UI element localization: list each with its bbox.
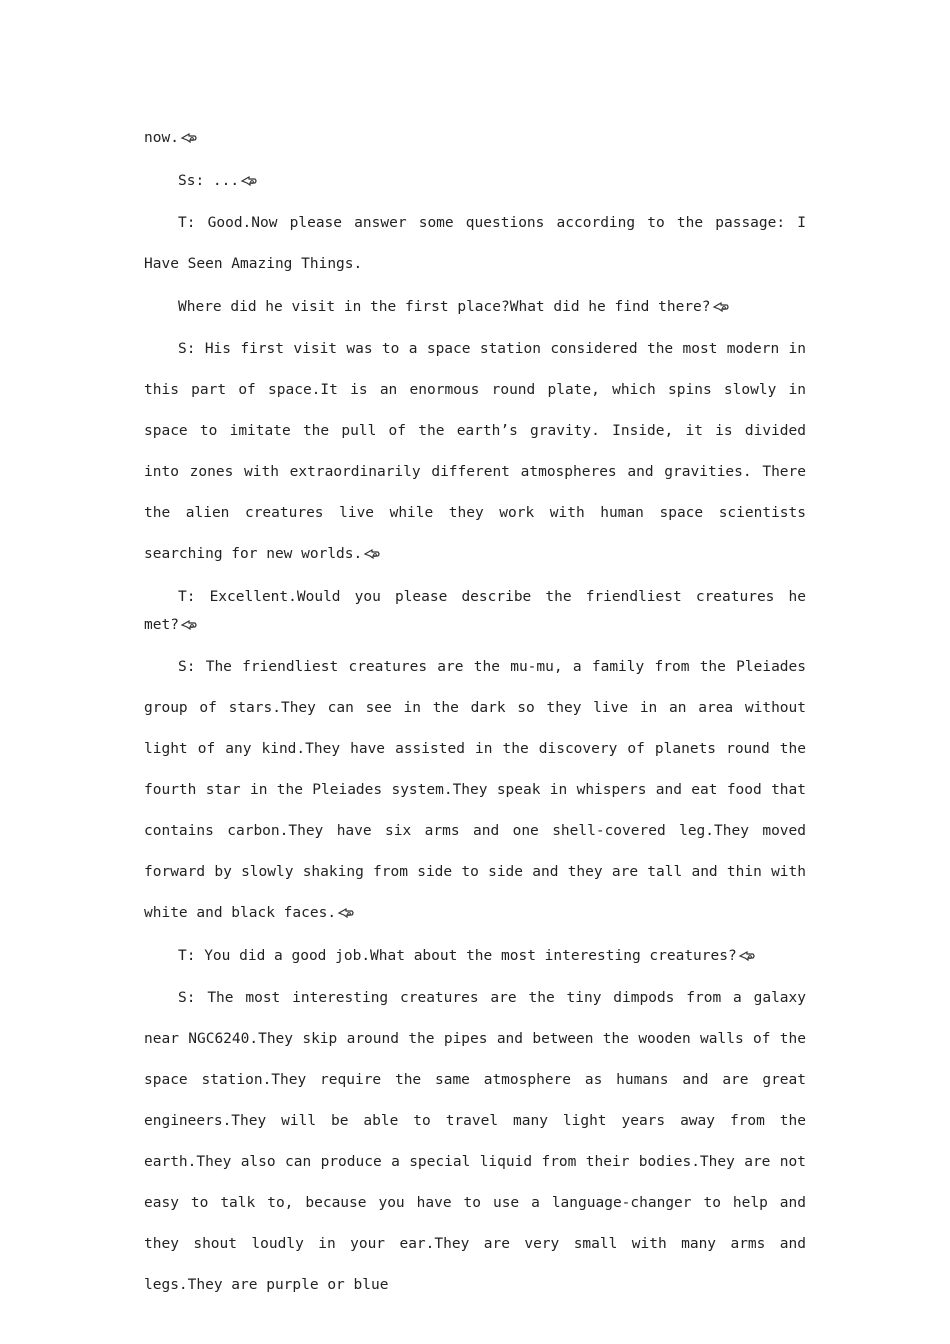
paragraph-return-icon [180,132,198,144]
paragraph-5 [144,329,806,575]
paragraph-2 [144,167,806,195]
paragraph-8 [144,942,806,970]
paragraph-text: T: You did a good job.What about the most interesting creatures? [178,948,737,964]
paragraph-return-icon [337,907,355,919]
paragraph-1 [144,118,806,159]
document-body [144,118,806,1314]
paragraph-text: S: The most interesting creatures are the tiny dimpods from a galaxy near NGC6240.They skip around the pipes and between the wooden walls of the space station.They require the same atmosphere as humans and are great engineers.They will be able to travel many light years away from the earth.They also can produce a special liquid from their bodies.They are not easy to talk to, because you have to use a language-changer to help and they shout loudly in your ear.They are very small with many arms and legs.They are purple or blue [144,990,806,1293]
paragraph-text: T: Excellent.Would you please describe the friendliest creatures he met? [144,589,806,633]
paragraph-return-icon [738,950,756,962]
paragraph-text: now. [144,130,179,146]
paragraph-text: Ss: ... [178,173,240,189]
paragraph-text: T: Good.Now please answer some questions according to the passage: I Have Seen Amazing Things. [144,215,806,272]
paragraph-return-icon [240,175,258,187]
paragraph-return-icon [363,548,381,560]
paragraph-6 [144,583,806,639]
paragraph-return-icon [180,619,198,631]
paragraph-text: Where did he visit in the first place?What did he find there? [178,299,711,315]
paragraph-text: S: The friendliest creatures are the mu-mu, a family from the Pleiades group of stars.They can see in the dark so they live in an area without light of any kind.They have assisted in the discovery of planets round the fourth star in the Pleiades system.They speak in whispers and eat food that contains carbon.They have six arms and one shell-covered leg.They moved forward by slowly shaking from side to side and they are tall and thin with white and black faces. [144,659,806,921]
paragraph-9 [144,978,806,1306]
paragraph-text: S: His first visit was to a space station considered the most modern in this part of space.It is an enormous round plate, which spins slowly in space to imitate the pull of the earth’s gravity. Inside, it is divided into zones with extraordinarily different atmospheres and gravities. There the alien creatures live while they work with human space scientists searching for new worlds. [144,341,806,562]
paragraph-3 [144,203,806,285]
paragraph-7 [144,647,806,934]
paragraph-4 [144,293,806,321]
paragraph-return-icon [712,301,730,313]
